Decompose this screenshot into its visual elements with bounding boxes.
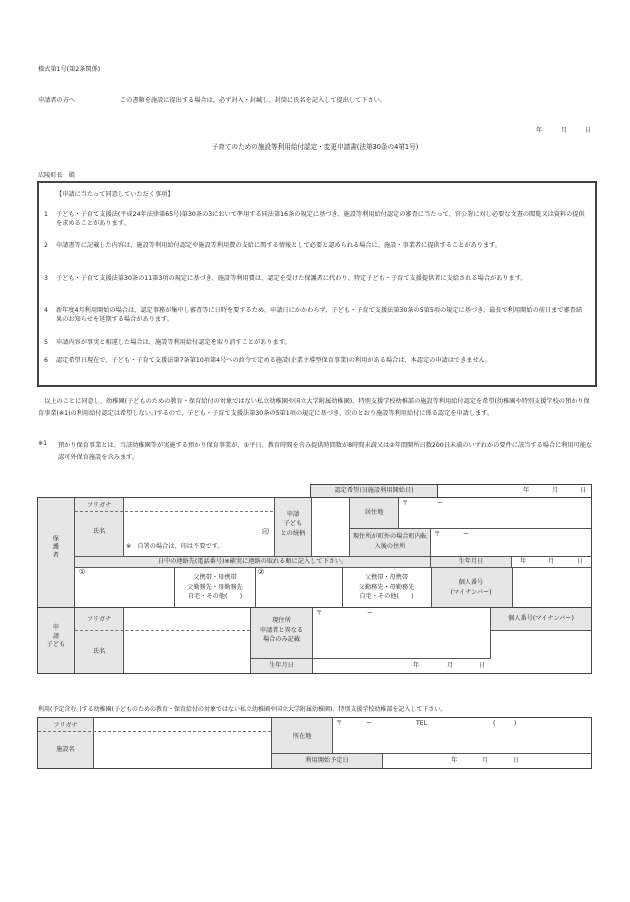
facility-furigana-label: フリガナ [53, 722, 78, 729]
contact-2-input[interactable] [256, 568, 342, 607]
note-label: ※1 [38, 440, 48, 447]
month-label: 月 [548, 558, 555, 565]
desired-date-label: 認定希望日(施設利用開始日) [334, 487, 414, 494]
day-label: 日 [577, 558, 584, 565]
furigana-label: フリガナ [86, 502, 112, 509]
start-date-label: 利用開始予定日 [305, 757, 349, 764]
child-label: 申 請 子ども [46, 624, 66, 649]
guardian-name-input[interactable] [124, 512, 274, 542]
consent-item-number: 3 [44, 275, 48, 282]
note-text: 預かり保育事業とは、当該幼稚園等が実施する預かり保育事業が、①平日、教育時間を含み提供時間数が8時間未満又は②年間開所日数200日未満のいずれかの要件に該当する場合に利用可能な認可外保育施設を含みます。 [58, 442, 593, 461]
relation-label: 申請 子ども との続柄 [280, 511, 306, 537]
year-label: 年 [413, 662, 420, 669]
contact-1-options[interactable]: 父携帯・母携帯 父勤務先・母勤務先 自宅・その他( ) [187, 574, 243, 601]
postal-mark: 〒 [316, 610, 323, 617]
birth-label: 生年月日 [458, 558, 484, 565]
relation-input[interactable] [312, 498, 350, 556]
child-my-number-input[interactable] [491, 631, 591, 673]
month-label: 月 [552, 487, 559, 494]
child-furigana-input[interactable] [124, 608, 250, 630]
tel-label: TEL [416, 720, 428, 727]
guardian-furigana-input[interactable] [124, 498, 274, 511]
my-number-label: 個人番号 (マイナンバー) [450, 579, 492, 596]
consent-item: 子ども・子育て支援法第30条の11第3項の規定に基づき、施設等利用費は、認定を受けた保護者に代わり、特定子ども・子育て支援提供者に支給される場合があります。 [56, 275, 527, 282]
my-number-input[interactable] [512, 568, 591, 607]
consent-item: 新年度4月利用開始の場合は、認定事務が集中し審査等に日時を要するため、申請日にかかわらず、子ども・子育て支援法第30条の5第5項の規定に基づき、最長で利用開始の前日まで審査結果のお知らせを延期する場合があります。 [56, 307, 583, 323]
applicant-label: 申請者の方へ [38, 97, 76, 104]
child-furigana-label: フリガナ [86, 616, 112, 623]
consent-item-number: 6 [44, 357, 48, 364]
child-name-input[interactable] [124, 631, 250, 673]
year-label: 年 [523, 487, 530, 494]
day-label: 日 [513, 757, 520, 764]
consent-heading: 【申請に当たって同意していただく事項】 [56, 191, 174, 198]
postal-dash: ー [437, 500, 444, 507]
postal-dash: ー [367, 610, 374, 617]
year-label: 年 [520, 558, 527, 565]
facility-name-input[interactable] [94, 732, 271, 768]
child-birth-label: 生年月日 [269, 662, 294, 669]
contact-2-options[interactable]: 父携帯・母携帯 父勤務先・母勤務先 自宅・その他( ) [358, 574, 415, 601]
date-day: 日 [585, 127, 592, 134]
consent-item: 子ども・子育て支援法(平成24年法律第65号)第30条の3において準用する同法第16条の規定に基づき、施設等利用給付認定の審査に当たって、官公署に対し必要な文書の閲覧又は資料の提供を求めることがあります。 [56, 211, 585, 227]
day-label: 日 [580, 487, 587, 494]
contact-1-input[interactable] [76, 568, 175, 607]
consent-item-number: 4 [44, 307, 48, 314]
month-label: 月 [482, 757, 489, 764]
consent-item: 申請書等に記載した内容は、施設等利用給付認定や施設等利用費の支給に関する情報として必要と認められる場合に、施設・事業者に提供することがあります。 [56, 242, 501, 249]
contact-1-number: ① [79, 568, 86, 576]
consent-item: 認定希望日現在で、子ども・子育て支援法第7条第10項第4号への政令で定める施設(企業主導型保育事業)の利用がある場合は、本認定の申請はできません。 [56, 357, 492, 364]
form-number: 様式第1号(第2条関係) [38, 66, 101, 73]
child-address-label: 現住所 申請者と異なる 場合のみ記載 [259, 617, 304, 644]
consent-item-number: 5 [44, 339, 48, 346]
postal-mark: 〒 [336, 720, 343, 727]
postal-dash: ー [463, 531, 470, 538]
page-title: 子育てのための施設等利用給付認定・変更申請書(法第30条の4第1号) [211, 143, 419, 151]
address-input[interactable] [399, 498, 591, 529]
outside-address-label: 現住所が町外の場合町内転入後の住所 [352, 533, 428, 550]
month-label: 月 [447, 662, 454, 669]
consent-item: 申請内容が事実と相違した場合は、施設等利用給付認定を取り消すことがあります。 [56, 339, 291, 346]
year-label: 年 [451, 757, 458, 764]
facility-name-label: 施設名 [56, 746, 75, 753]
addressee: 広陵町長 殿 [38, 172, 76, 179]
date-month: 月 [561, 127, 568, 134]
date-year: 年 [536, 127, 543, 134]
tel-parens: ( ) [493, 720, 517, 727]
day-label: 日 [479, 662, 486, 669]
guardian-label: 保護者 [51, 535, 59, 560]
name-label: 氏名 [92, 528, 106, 535]
outside-address-input[interactable] [431, 529, 591, 556]
seal-mark: 印 [262, 528, 269, 536]
facility-furigana-input[interactable] [94, 718, 271, 731]
child-address-input[interactable] [313, 608, 491, 659]
postal-mark: 〒 [434, 531, 441, 538]
contact-header: 日中の連絡先(電話番号)※確実に連絡の取れる順に記入して下さい。 [157, 558, 348, 565]
postal-dash: ー [366, 720, 373, 727]
child-name-label: 氏名 [92, 648, 106, 655]
body-paragraph: 以上のことに同意し、幼稚園(子どものための教育・保育給付の対象ではない私立幼稚園や国立大学附属幼稚園)、特別支援学校幼稚部の施設等利用給付認定を希望(幼稚園や特別支援学校の預かり保育事業(※1)の利用給付認定は希望しない。)するので、子ども・子育て支援法第30条の5第1項の規定に基づき、次のとおり施設等利用給付に係る認定を申請します。 [38, 398, 590, 417]
address-label: 居住地 [364, 509, 384, 516]
location-label: 所在地 [292, 733, 312, 740]
consent-item-number: 1 [44, 211, 48, 218]
contact-2-number: ② [258, 568, 265, 576]
desired-date-field[interactable] [437, 484, 592, 498]
applicant-note: この書類を施設に提出する場合は、必ず封入・封緘し、封筒に氏名を記入して提出して下さい。 [120, 97, 387, 104]
postal-mark: 〒 [402, 500, 409, 507]
signature-note: ※ 自署の場合は、印は不要です。 [126, 543, 224, 550]
consent-item-number: 2 [44, 242, 48, 249]
facility-intro: 利用(予定含む。)する幼稚園(子どものための教育・保育給付の対象ではない私立幼稚園や国立大学附属幼稚園)、特別支援学校幼稚部を記入して下さい。 [38, 706, 447, 713]
child-my-number-label: 個人番号(マイナンバー) [508, 615, 574, 622]
